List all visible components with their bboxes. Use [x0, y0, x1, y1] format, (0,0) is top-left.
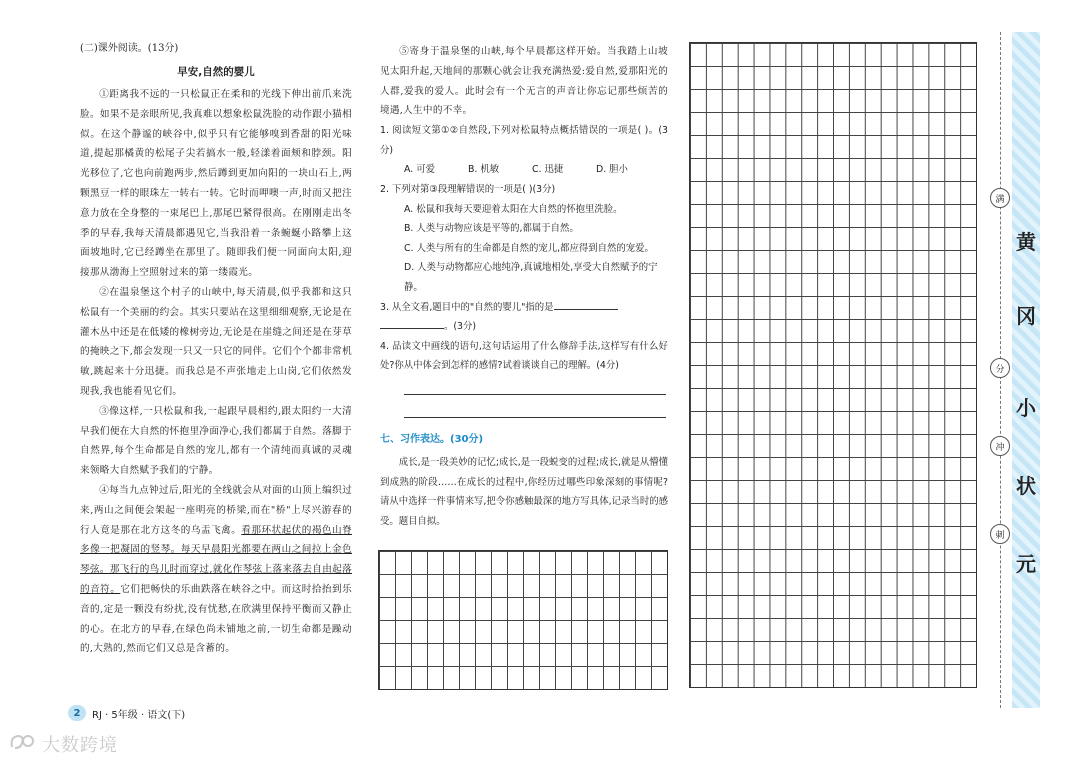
q1-option-d[interactable]: D. 胆小 — [596, 164, 628, 176]
side-circle-3: 冲 — [990, 436, 1010, 456]
question-1-options — [404, 160, 668, 180]
question-3-blank-2[interactable] — [380, 318, 444, 329]
question-3-blank[interactable] — [554, 299, 618, 310]
section-label: (二)课外阅读。(13分) — [80, 43, 179, 54]
q2-option-b[interactable]: B. 人类与动物应该是平等的,都属于自然。 — [404, 223, 579, 235]
paragraph-5: ⑤寄身于温泉堡的山峡,每个早晨都这样开始。当我踏上山坡见太阳升起,天地间的那颗心就会让我充满热爱:爱自然,爱那阳光的人群,爱我的爱人。此时会有一个无言的声音让你忘记那些烦苦的境遇,人生中的不幸。 — [380, 46, 668, 117]
q1-option-c[interactable]: C. 迅捷 — [532, 164, 564, 176]
writing-grid-large[interactable] — [689, 42, 977, 688]
paragraph-2: ②在温泉堡这个村子的山峡中,每天清晨,似乎我都和这只松鼠有一个美丽的约会。其实只要站在这里细细观察,无论是在灌木丛中还是在低矮的橡树旁边,无论是在崖缝之间还是在芽草的掩映之下,都会发现一只又一只它的同伴。它们个个都非常机敏,跳起来十分迅捷。而我总是不声张地走上山岗,它们依然发现我,我也能看见它们。 — [80, 286, 352, 397]
paragraph-3: ③像这样,一只松鼠和我,一起跟早晨相约,跟太阳约一大清早我们便在大自然的怀抱里净面净心,我们都属于自然。落脚于自然界,每个生命都是自然的宠儿,都有一个清纯而真诚的灵魂来领略大自然赋予我们的宁静。 — [80, 405, 352, 477]
q2-option-d[interactable]: D. 人类与动物都应心地纯净,真诚地相处,享受大自然赋予的宁静。 — [404, 262, 658, 293]
reading-column-left — [80, 42, 352, 659]
essay-prompt: 成长,是一段美妙的记忆;成长,是一段蜕变的过程;成长,就是从懵懂到成熟的阶段……在成长的过程中,你经历过哪些印象深刻的事情呢?请从中选择一件事情来写,把令你感触最深的地方写具体,记录当时的感受。题目自拟。 — [380, 456, 668, 527]
q1-option-a[interactable]: A. 可爱 — [404, 164, 435, 176]
question-2: 2. 下列对第③段理解错误的一项是( )(3分) — [380, 183, 556, 195]
writing-grid-small[interactable] — [378, 550, 668, 690]
answer-line-2[interactable] — [404, 399, 666, 418]
watermark — [8, 731, 118, 757]
question-3-text: 3. 从全文看,题目中的"自然的婴儿"指的是 — [380, 301, 554, 313]
question-4: 4. 品读文中画线的语句,这句话运用了什么修辞手法,这样写有什么好处?你从中体会到怎样的感情?试着谈谈自己的理解。(4分) — [380, 340, 668, 372]
q2-option-c[interactable]: C. 人类与所有的生命都是自然的宠儿,都应得到自然的宠爱。 — [404, 242, 654, 254]
question-1: 1. 阅读短文第①②自然段,下列对松鼠特点概括错误的一项是( )。(3分) — [380, 125, 668, 156]
side-circle-1: 满 — [990, 188, 1010, 208]
page-footer — [68, 705, 185, 721]
paragraph-4-start: ④每当九点钟过后,阳光的全线就会从对面的山顶上编织过来,两山之间便会架起一座明亮的桥梁,而在"桥"上尽兴游春的行人竟是那在北方这冬的乌盂飞禽。 — [80, 484, 352, 536]
side-title-char-2: 冈 — [1016, 304, 1036, 328]
question-3-score: 。(3分) — [444, 321, 477, 333]
side-title-char-3: 小 — [1016, 396, 1036, 420]
reading-column-right — [380, 42, 668, 531]
q1-option-b[interactable]: B. 机敏 — [468, 164, 500, 176]
side-circle-4: 刺 — [990, 524, 1010, 544]
underlined-sentence: 看那环状起伏的褐色山脊多像一把凝固的竖琴。每天早晨阳光都要在两山之间拉上金色琴弦。那飞行的鸟儿时而穿过,就化作琴弦上落来落去自由起落的音符。 — [80, 524, 352, 595]
page-number: 2 — [68, 705, 86, 721]
side-title-char-4: 状 — [1016, 474, 1036, 498]
side-title-char-1: 黄 — [1016, 230, 1036, 254]
footer-text: RJ · 5年级 · 语文(下) — [92, 709, 186, 721]
side-circle-2: 分 — [990, 358, 1010, 378]
article-title: 早安,自然的婴儿 — [177, 66, 255, 78]
question-3 — [380, 298, 668, 337]
paragraph-1: ①距离我不远的一只松鼠正在柔和的光线下伸出前爪来洗脸。如果不是亲眼所见,我真难以想象松鼠洗脸的动作跟小猫相似。在这个静谧的峡谷中,似乎只有它能够嗅到香甜的阳光味道,提起那橘黄的松尾子尖若搞水一般,轻漾着面颊和脖颈。阳光移位了,它也向前跑两步,然后蹲到更加向阳的一块山石上,两颗黑豆一样的眼珠左一转右一转。它时而呷噢一声,时而又把注意力放在全身整的一束尾巴上,那尾巴紧得很高。在刚刚走出冬季的早春,我每天清晨都遇见它,当我沿着一条蜿蜒小路攀上这面坡地时,它已经蹲坐在那里了。随即我们便一同面向太阳,迎接那从渤海上空照射过来的第一缕霞光。 — [80, 89, 352, 279]
side-title-char-5: 元 — [1016, 552, 1036, 576]
section-7-label: 七、习作表达。(30分) — [380, 433, 484, 445]
paragraph-4 — [80, 481, 352, 659]
answer-line-1[interactable] — [404, 376, 666, 395]
watermark-logo-icon — [8, 733, 38, 756]
q2-option-a[interactable]: A. 松鼠和我每天要迎着太阳在大自然的怀抱里洗脸。 — [404, 203, 623, 215]
paragraph-4-end: 它们把畅快的乐曲跌落在峡谷之中。而这时拾抬到乐音的,定是一颗没有纷扰,没有忧愁,在欣满里保持平衡而又静止的心。在北方的早春,在绿色尚未铺地之前,一切生命都是躁动的,大熟的,然而它们又总是含蓄的。 — [80, 583, 352, 655]
watermark-text: 大数跨境 — [42, 735, 118, 756]
side-band — [1012, 32, 1040, 708]
